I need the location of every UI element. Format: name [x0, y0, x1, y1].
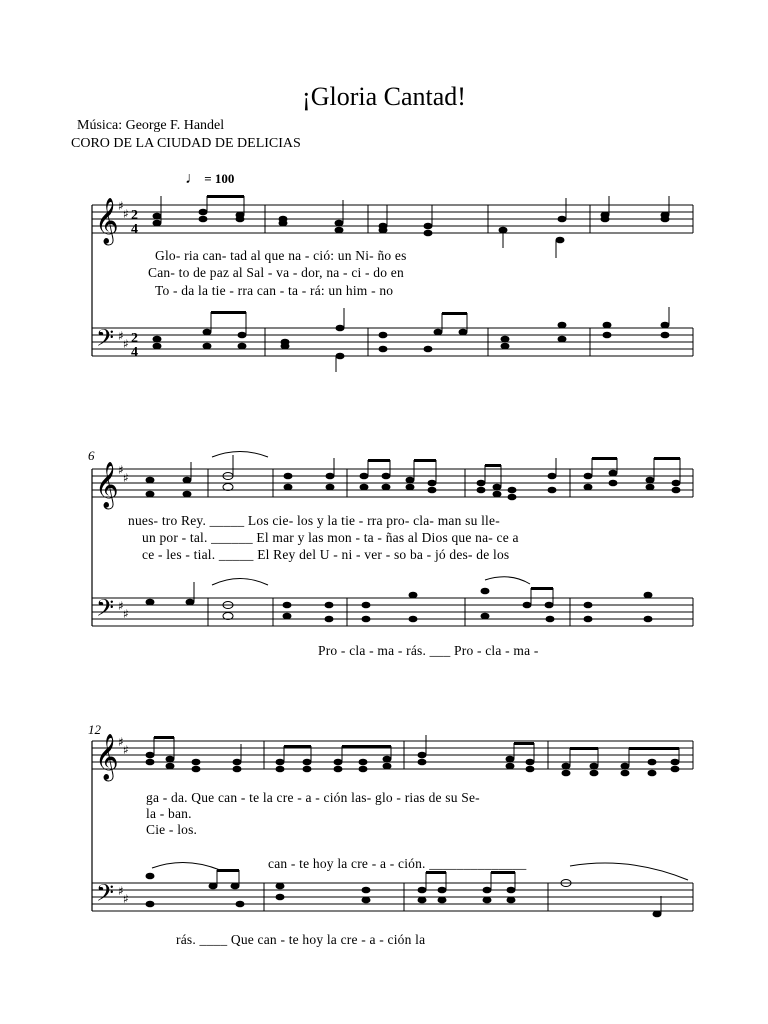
lyric-line-s1-verse1: Glo- ria can- tad al que na - ció: un Ni- ño es: [155, 248, 407, 263]
bass-notes-1: [153, 307, 670, 372]
bass-clef-icon: 𝄢: [96, 879, 115, 912]
lyric-line-s3-verse1: ga - da. Que can - te la cre - a - ción las- glo - rias de su Se-: [146, 790, 480, 805]
slur: [485, 577, 530, 584]
treble-staff-2: [92, 469, 693, 497]
key-sharp-icon: ♯: [123, 892, 129, 906]
slur: [152, 862, 220, 870]
bass-staff-3: [92, 883, 693, 911]
treble-notes-2: [146, 455, 681, 500]
treble-clef-icon: 𝄞: [95, 734, 119, 780]
bass-staff-1: [92, 328, 693, 356]
composer-credit: Música: George F. Handel: [77, 118, 225, 133]
time-signature-bottom: 4: [131, 222, 138, 237]
key-sharp-icon: ♯: [118, 199, 124, 213]
key-sharp-icon: ♯: [123, 337, 129, 351]
key-sharp-icon: ♯: [118, 463, 124, 477]
key-sharp-icon: ♯: [118, 884, 124, 898]
lyric-line-s3-verse2: la - ban.: [146, 806, 192, 821]
measure-number-6: 6: [88, 448, 95, 463]
bass-clef-icon: 𝄢: [96, 594, 115, 627]
key-sharp-icon: ♯: [118, 599, 124, 613]
lyric-line-s1-verse3: To - da la tie - rra can - ta - rá: un him - no: [155, 283, 394, 298]
time-signature-top: 2: [131, 208, 138, 223]
time-signature-bottom: 4: [131, 345, 138, 360]
key-sharp-icon: ♯: [118, 735, 124, 749]
bass-clef-icon: 𝄢: [96, 324, 115, 357]
system-2: [92, 452, 693, 627]
lyric-line-s3-verse3: Cie - los.: [146, 822, 198, 837]
treble-clef-icon: 𝄞: [95, 462, 119, 508]
lyric-line-s2-verse1: nues- tro Rey. _____ Los cie- los y la tie - rra pro- cla- man su lle-: [128, 513, 500, 528]
key-sharp-icon: ♯: [123, 471, 129, 485]
lyric-line-s3-bass: rás. ____ Que can - te hoy la cre - a - ción la: [176, 932, 426, 947]
lyric-line-s2-verse3: ce - les - tial. _____ El Rey del U - ni - ver - so ba - jó des- de los: [142, 547, 510, 562]
system-2-symbols: [95, 455, 681, 627]
system-3: [92, 741, 693, 911]
quarter-note-icon: ♩: [185, 170, 201, 187]
key-sharp-icon: ♯: [123, 743, 129, 757]
key-sharp-icon: ♯: [118, 329, 124, 343]
slur: [570, 863, 688, 880]
lyric-line-s2-verse2: un por - tal. ______ El mar y las mon - ta - ñas al Dios que na- ce a: [142, 530, 519, 545]
key-sharp-icon: ♯: [123, 207, 129, 221]
system-1: [92, 205, 693, 356]
arranger-credit: CORO DE LA CIUDAD DE DELICIAS: [71, 136, 301, 151]
key-sharp-icon: ♯: [123, 607, 129, 621]
treble-staff-3: [92, 741, 693, 769]
system-1-symbols: [95, 195, 670, 372]
bass-staff-2: [92, 598, 693, 626]
bass-notes-2: [146, 582, 653, 622]
lyric-line-s1-verse2: Can- to de paz al Sal - va - dor, na - ci - do en: [148, 265, 404, 280]
treble-clef-icon: 𝄞: [95, 198, 119, 244]
tie: [212, 452, 268, 458]
tempo-value: = 100: [204, 171, 235, 186]
page-title: ¡Gloria Cantad!: [302, 82, 466, 111]
lyric-line-s3-middle: can - te hoy la cre - a - ción. ______________: [268, 856, 527, 871]
time-signature-top: 2: [131, 331, 138, 346]
measure-number-12: 12: [88, 722, 101, 737]
lyric-line-s2-bass: Pro - cla - ma - rás. ___ Pro - cla - ma -: [318, 643, 539, 658]
tie: [212, 579, 268, 586]
